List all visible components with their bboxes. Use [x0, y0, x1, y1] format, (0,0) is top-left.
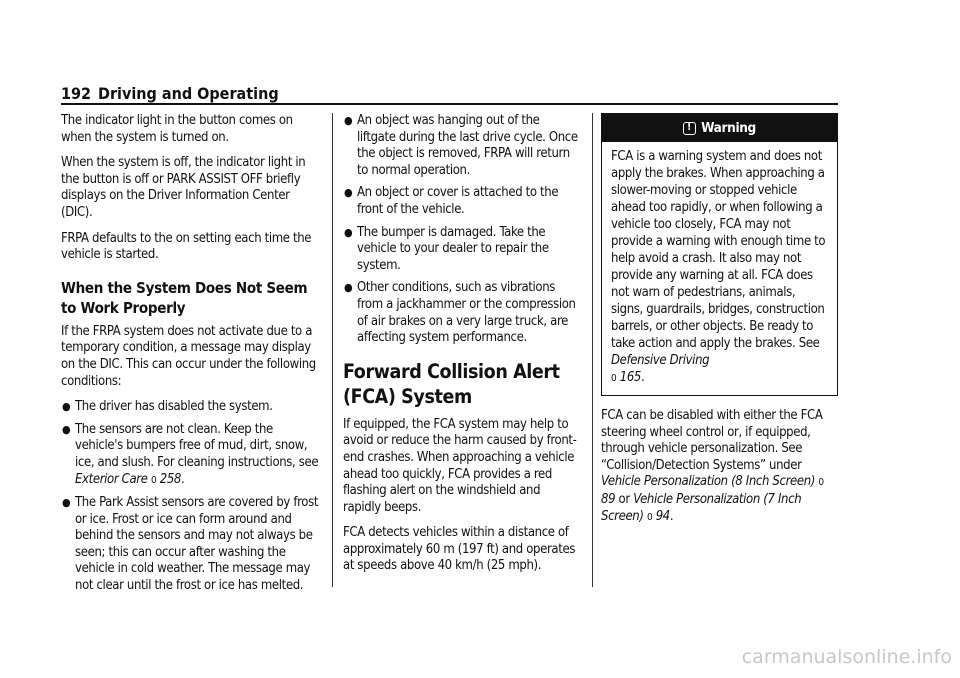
warning-header: [602, 114, 837, 142]
list-item: ● The sensors are not clean. Keep the vehicle's bumpers free of mud, dirt, snow, ice, and slush. For cleaning instructions, see Exterior Care 0 258.: [62, 421, 319, 487]
watermark: carmanualsonline.info: [741, 646, 952, 668]
paragraph: FRPA defaults to the on setting each time the vehicle is started.: [61, 230, 312, 263]
cross-reference-link[interactable]: Defensive Driving: [611, 353, 710, 368]
page-reference[interactable]: 258: [159, 471, 182, 487]
page-reference[interactable]: 89: [601, 491, 616, 507]
warning-title: Warning: [701, 119, 756, 136]
subheading: When the System Does Not Seem to Work Properly: [61, 278, 308, 317]
section-title: Driving and Operating: [98, 84, 279, 103]
bullet-icon: ●: [344, 186, 353, 200]
page-reference[interactable]: 94: [655, 508, 670, 524]
page-ref-arrow-icon: 0: [611, 373, 617, 384]
header-rule: [61, 103, 838, 105]
list-item: ● An object or cover is attached to the front of the vehicle.: [344, 185, 559, 217]
list-item: ● The Park Assist sensors are covered by frost or ice. Frost or ice can form around and behind the sensors and may not always be seen; this can occur after washing the vehicle in cold weather. The message may not clear until the frost or ice has melted.: [62, 495, 319, 594]
condition-list: [61, 399, 323, 595]
column-3: [601, 113, 838, 535]
list-item: ● The driver has disabled the system.: [62, 399, 273, 415]
page-reference[interactable]: 165: [619, 370, 642, 385]
cross-reference-link[interactable]: Exterior Care: [75, 471, 148, 487]
column-divider: [332, 113, 333, 587]
page-number: 192: [61, 84, 92, 103]
column-1: [61, 113, 323, 601]
warning-box: [601, 113, 838, 396]
bullet-icon: ●: [62, 400, 71, 414]
column-2: [343, 113, 581, 584]
cross-reference-link[interactable]: Vehicle Personalization (7 Inch Screen): [601, 491, 802, 524]
list-item: ● The bumper is damaged. Take the vehicle to your dealer to repair the system.: [344, 224, 549, 273]
column-divider: [592, 113, 593, 587]
section-heading: Forward Collision Alert (FCA) System: [343, 359, 560, 408]
warning-icon: [683, 122, 696, 135]
bullet-icon: ●: [62, 496, 71, 510]
paragraph: FCA can be disabled with either the FCA steering wheel control or, if equipped, through vehicle personalization. See “Collision/Detection Systems” under Vehicle Personalization (8 Inch Screen) 0 89 or Vehicle Personalization (7 Inch Screen) 0 94.: [601, 408, 824, 524]
paragraph: The indicator light in the button comes on when the system is turned on.: [61, 113, 293, 145]
bullet-icon: ●: [344, 114, 353, 127]
page-ref-arrow-icon: 0: [818, 477, 824, 489]
page-ref-arrow-icon: 0: [646, 511, 653, 523]
condition-list: [343, 113, 581, 347]
list-item: ● Other conditions, such as vibrations from a jackhammer or the compression of air brakes on a very large truck, are affecting system performance.: [344, 280, 576, 346]
list-item: ● An object was hanging out of the liftgate during the last drive cycle. Once the object is removed, FRPA will return to normal operation.: [344, 113, 578, 178]
paragraph: If the FRPA system does not activate due to a temporary condition, a message may display on the DIC. This can occur under the following conditions:: [61, 323, 316, 389]
warning-text: FCA is a warning system and does not apply the brakes. When approaching a slower-moving or stopped vehicle ahead too rapidly, or when following a vehicle too closely, FCA may not provide a warning with enough time to help avoid a crash. It also may not provide any warning at all. FCA does not warn of pedestrians, animals, signs, guardrails, bridges, construction barrels, or other objects. Be ready to take action and apply the brakes. See Defensive Driving 0 165.: [611, 149, 826, 385]
bullet-icon: ●: [344, 225, 353, 239]
page-header: [61, 84, 838, 104]
page-ref-arrow-icon: 0: [150, 474, 157, 486]
bullet-icon: ●: [62, 422, 71, 436]
paragraph: FCA detects vehicles within a distance of approximately 60 m (197 ft) and operates at speeds above 40 km/h (25 mph).: [343, 525, 576, 574]
paragraph: If equipped, the FCA system may help to avoid or reduce the harm caused by front-end crashes. When approaching a vehicle ahead too quickly, FCA provides a red flashing alert on the windshield and rapidly beeps.: [343, 416, 577, 515]
cross-reference-link[interactable]: Vehicle Personalization (8 Inch Screen): [601, 474, 816, 490]
bullet-icon: ●: [344, 281, 353, 295]
paragraph: When the system is off, the indicator light in the button is off or PARK ASSIST OFF briefly displays on the Driver Information Center (DIC).: [61, 155, 306, 220]
